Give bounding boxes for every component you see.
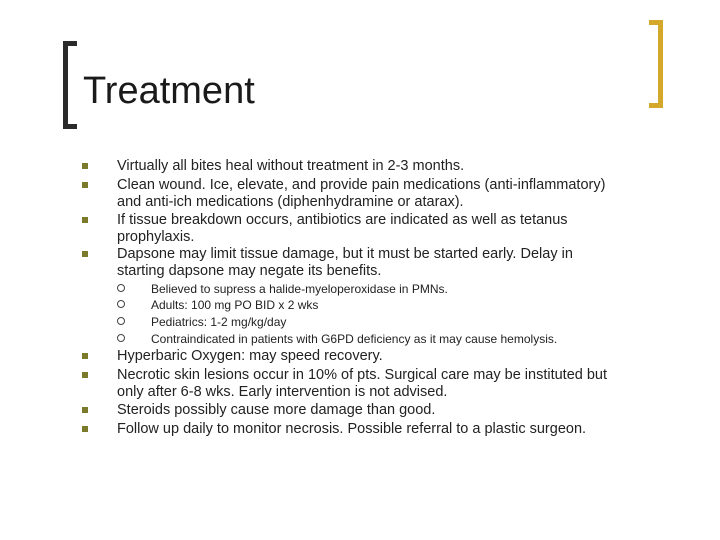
square-bullet-icon (82, 182, 88, 188)
square-bullet-icon (82, 426, 88, 432)
square-bullet-icon (82, 217, 88, 223)
bullet-text: Hyperbaric Oxygen: may speed recovery. (117, 348, 383, 364)
sub-bullet-text: Pediatrics: 1-2 mg/kg/day (151, 315, 287, 329)
right-bracket-decoration (649, 20, 663, 108)
slide-title: Treatment (83, 70, 255, 112)
sub-bullet-text: Adults: 100 mg PO BID x 2 wks (151, 298, 319, 312)
square-bullet-icon (82, 372, 88, 378)
square-bullet-icon (82, 163, 88, 169)
bullet-text: Follow up daily to monitor necrosis. Possible referral to a plastic surgeon. (117, 421, 587, 437)
bullet-text: Virtually all bites heal without treatment in 2-3 months. (117, 158, 465, 174)
sub-bullet-text: Contraindicated in patients with G6PD deficiency as it may cause hemolysis. (151, 332, 558, 346)
circle-bullet-icon (117, 317, 125, 325)
sub-bullet-text: Believed to supress a halide-myeloperoxidase in PMNs. (151, 282, 448, 296)
bullet-text: Clean wound. Ice, elevate, and provide pain medications (anti-inflammatory) and anti-ich medications (diphenhydramine or atarax). (117, 177, 606, 210)
circle-bullet-icon (117, 334, 125, 342)
bullet-text: Necrotic skin lesions occur in 10% of pts. Surgical care may be instituted but only after 6-8 wks. Early intervention is not advised. (117, 367, 608, 400)
bullet-text: Steroids possibly cause more damage than good. (117, 402, 436, 418)
bullet-text: Dapsone may limit tissue damage, but it must be started early. Delay in starting dapsone may negate its benefits. (117, 246, 573, 279)
circle-bullet-icon (117, 284, 125, 292)
square-bullet-icon (82, 353, 88, 359)
square-bullet-icon (82, 251, 88, 257)
bullet-text: If tissue breakdown occurs, antibiotics are indicated as well as tetanus prophylaxis. (117, 212, 568, 245)
left-bracket-decoration (63, 41, 77, 129)
circle-bullet-icon (117, 300, 125, 308)
square-bullet-icon (82, 407, 88, 413)
